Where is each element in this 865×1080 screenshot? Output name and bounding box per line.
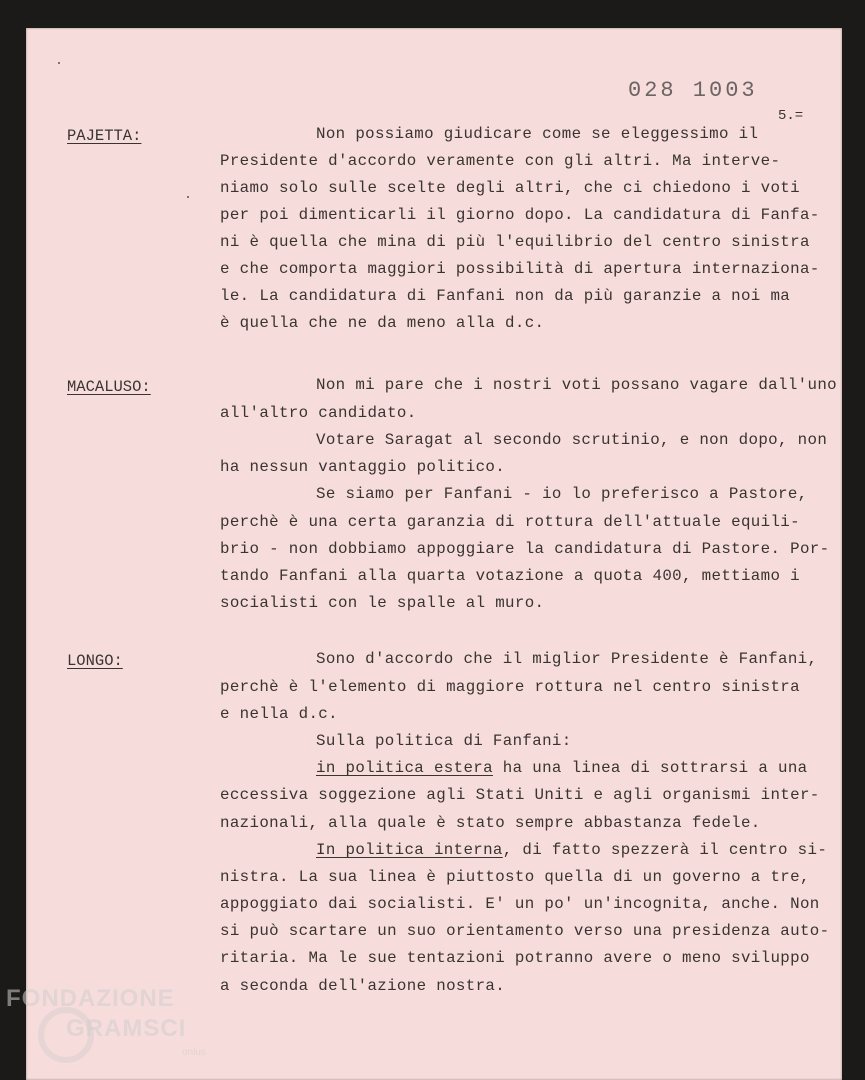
text-line: per poi dimenticarli il giorno dopo. La candidatura di Fanfa- (220, 206, 820, 224)
text-line: nazionali, alla quale è stato sempre abbastanza fedele. (220, 814, 761, 832)
text-line: socialisti con le spalle al muro. (220, 594, 545, 612)
watermark-line-2: GRAMSCI (66, 1015, 187, 1042)
speaker-label: PAJETTA: (67, 127, 142, 145)
text-line: niamo solo sulle scelte degli altri, che ci chiedono i voti (220, 179, 800, 197)
text-line (316, 841, 827, 859)
text-line: Non mi pare che i nostri voti possano vagare dall'uno (316, 376, 837, 394)
text-line: eccessiva soggezione agli Stati Uniti e agli organismi inter- (220, 786, 820, 804)
document-page (26, 28, 842, 1080)
speck-mark (187, 196, 189, 198)
text-line: perchè è una certa garanzia di rottura dell'attuale equili- (220, 513, 800, 531)
text-line: si può scartare un suo orientamento verso una presidenza auto- (220, 922, 830, 940)
text-line: Se siamo per Fanfani - io lo preferisco a Pastore, (316, 485, 808, 503)
speaker-label: LONGO: (67, 652, 123, 670)
text-line: brio - non dobbiamo appoggiare la candidatura di Pastore. Por- (220, 540, 830, 558)
text-line: le. La candidatura di Fanfani non da più garanzie a noi ma (220, 287, 791, 305)
watermark-logo (6, 985, 226, 1070)
line-continuation: , di fatto spezzerà il centro si- (502, 841, 828, 859)
text-line: ritaria. Ma le sue tentazioni potranno avere o meno sviluppo (220, 949, 810, 967)
text-line: tando Fanfani alla quarta votazione a quota 400, mettiamo i (220, 567, 800, 585)
text-line: Presidente d'accordo veramente con gli altri. Ma interve- (220, 152, 781, 170)
text-line: perchè è l'elemento di maggiore rottura nel centro sinistra (220, 678, 800, 696)
watermark-line-1: FONDAZIONE (6, 985, 175, 1012)
text-line: Sulla politica di Fanfani: (316, 732, 572, 750)
text-line: nistra. La sua linea è piuttosto quella di un governo a tre, (220, 868, 810, 886)
text-line: e nella d.c. (220, 705, 338, 723)
text-line: appoggiato dai socialisti. E' un po' un'incognita, anche. Non (220, 895, 820, 913)
line-continuation: ha una linea di sottrarsi a una (492, 759, 808, 777)
text-line: ni è quella che mina di più l'equilibrio del centro sinistra (220, 233, 810, 251)
text-line: ha nessun vantaggio politico. (220, 458, 506, 476)
page-number: 5.= (778, 108, 804, 124)
text-line: all'altro candidato. (220, 404, 417, 422)
text-line: è quella che ne da meno alla d.c. (220, 314, 545, 332)
text-line: Non possiamo giudicare come se eleggessimo il (316, 125, 759, 143)
speck-mark (58, 62, 60, 64)
document-number: 028 1003 (628, 78, 758, 103)
text-line: Sono d'accordo che il miglior Presidente è Fanfani, (316, 650, 818, 668)
underlined-phrase: In politica interna (316, 841, 503, 859)
text-line: e che comporta maggiori possibilità di apertura internaziona- (220, 260, 820, 278)
text-line: a seconda dell'azione nostra. (220, 977, 506, 995)
watermark-line-3: onlus (182, 1047, 206, 1058)
text-line: Votare Saragat al secondo scrutinio, e non dopo, non (316, 431, 828, 449)
underlined-phrase: in politica estera (316, 759, 493, 777)
text-line (316, 759, 808, 777)
speaker-label: MACALUSO: (67, 378, 151, 396)
